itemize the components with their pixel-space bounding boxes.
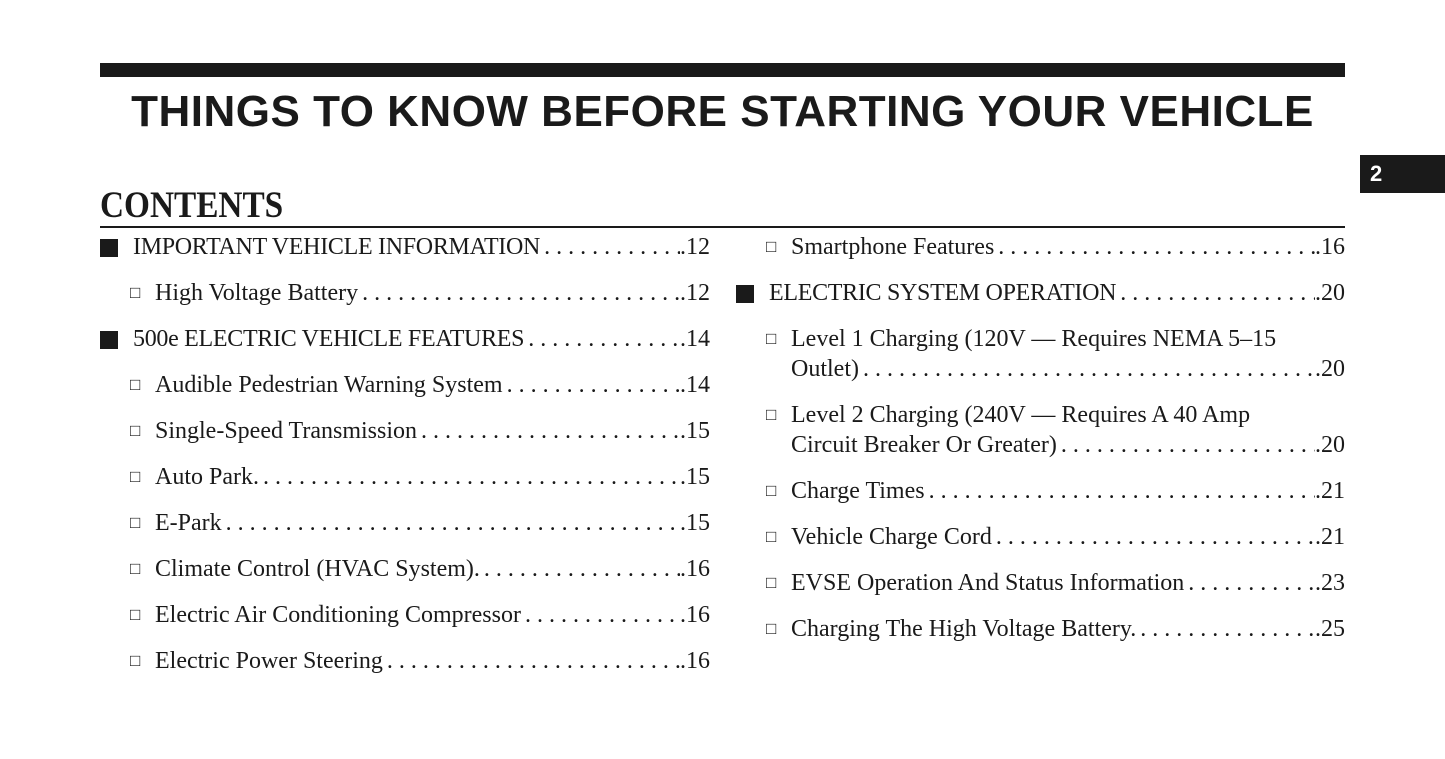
toc-page-number: .16	[680, 602, 710, 628]
dot-leader	[1184, 568, 1315, 598]
toc-subsection-entry[interactable]	[736, 568, 1345, 598]
toc-page-number: .20	[1315, 432, 1345, 458]
hollow-square-bullet-icon: □	[766, 481, 777, 500]
toc-subsection-entry[interactable]	[736, 476, 1345, 506]
toc-entry-label: Climate Control (HVAC System).	[155, 556, 480, 582]
toc-subsection-entry[interactable]	[100, 508, 710, 538]
dot-leader	[1116, 278, 1315, 308]
toc-entry-label: Electric Power Steering	[155, 648, 383, 674]
toc-subsection-entry[interactable]	[736, 400, 1345, 460]
toc-page-number: .20	[1315, 356, 1345, 382]
toc-entry-label: 500e ELECTRIC VEHICLE FEATURES	[133, 326, 525, 352]
dot-leader	[521, 600, 680, 630]
toc-entry-label: E-Park	[155, 510, 222, 536]
hollow-square-bullet-icon: □	[130, 467, 141, 486]
toc-section-entry[interactable]	[100, 324, 710, 354]
toc-page-number: .20	[1315, 280, 1345, 306]
dot-leader	[222, 508, 680, 538]
dot-leader	[1057, 430, 1315, 460]
toc-entry-label: Level 1 Charging (120V — Requires NEMA 5–15	[791, 326, 1277, 352]
toc-subsection-entry[interactable]	[100, 416, 710, 446]
toc-subsection-entry[interactable]	[736, 614, 1345, 644]
hollow-square-bullet-icon: □	[766, 573, 777, 592]
toc-page-number: .23	[1315, 570, 1345, 596]
toc-page-number: .16	[1315, 234, 1345, 260]
hollow-square-bullet-icon: □	[130, 605, 141, 624]
dot-leader	[259, 462, 680, 492]
dot-leader	[524, 324, 680, 354]
top-rule	[100, 63, 1345, 77]
chapter-title: THINGS TO KNOW BEFORE STARTING YOUR VEHICLE	[131, 87, 1314, 136]
toc-right-column	[736, 232, 1345, 660]
toc-page-number: .16	[680, 556, 710, 582]
toc-subsection-entry[interactable]	[100, 370, 710, 400]
toc-page-number: .14	[680, 372, 710, 398]
toc-entry-label: High Voltage Battery	[155, 280, 359, 306]
hollow-square-bullet-icon: □	[130, 421, 141, 440]
toc-entry-label: Charge Times	[791, 478, 925, 504]
contents-rule	[100, 226, 1345, 228]
dot-leader	[992, 522, 1315, 552]
contents-heading: CONTENTS	[100, 185, 284, 226]
toc-entry-label: ELECTRIC SYSTEM OPERATION	[769, 280, 1117, 306]
toc-entry-label: Outlet)	[791, 356, 859, 382]
toc-left-column	[100, 232, 710, 692]
hollow-square-bullet-icon: □	[130, 283, 141, 302]
toc-page-number: .25	[1315, 616, 1345, 642]
dot-leader	[358, 278, 680, 308]
dot-leader	[1136, 614, 1315, 644]
toc-entry-label: Audible Pedestrian Warning System	[155, 372, 503, 398]
toc-page-number: .14	[680, 326, 710, 352]
toc-entry-label: Auto Park.	[155, 464, 259, 490]
toc-subsection-entry[interactable]	[100, 278, 710, 308]
hollow-square-bullet-icon: □	[766, 527, 777, 546]
toc-page-number: .15	[680, 510, 710, 536]
toc-subsection-entry[interactable]	[100, 462, 710, 492]
hollow-square-bullet-icon: □	[766, 329, 777, 348]
toc-page-number: .12	[680, 234, 710, 260]
toc-entry-label: Level 2 Charging (240V — Requires A 40 Amp	[791, 402, 1251, 428]
chapter-tab-number: 2	[1370, 161, 1383, 186]
toc-page-number: .15	[680, 418, 710, 444]
dot-leader	[925, 476, 1315, 506]
chapter-tab	[1360, 155, 1445, 193]
toc-entry-label: Vehicle Charge Cord	[791, 524, 992, 550]
toc-entry-label: EVSE Operation And Status Information	[791, 570, 1185, 596]
hollow-square-bullet-icon: □	[766, 619, 777, 638]
toc-subsection-entry[interactable]	[736, 522, 1345, 552]
dot-leader	[859, 354, 1315, 384]
hollow-square-bullet-icon: □	[130, 559, 141, 578]
hollow-square-bullet-icon: □	[766, 405, 777, 424]
dot-leader	[994, 232, 1315, 262]
dot-leader	[503, 370, 680, 400]
dot-leader	[417, 416, 680, 446]
toc-page-number: .12	[680, 280, 710, 306]
toc-subsection-entry[interactable]	[100, 600, 710, 630]
toc-entry-label: Circuit Breaker Or Greater)	[791, 432, 1057, 458]
toc-subsection-entry[interactable]	[100, 554, 710, 584]
toc-entry-label: Charging The High Voltage Battery.	[791, 616, 1137, 642]
hollow-square-bullet-icon: □	[130, 375, 141, 394]
toc-entry-label: IMPORTANT VEHICLE INFORMATION	[133, 234, 541, 260]
dot-leader	[540, 232, 680, 262]
dot-leader	[383, 646, 680, 676]
hollow-square-bullet-icon: □	[766, 237, 777, 256]
dot-leader	[480, 554, 680, 584]
toc-section-entry[interactable]	[100, 232, 710, 262]
toc-entry-label: Electric Air Conditioning Compressor	[155, 602, 521, 628]
toc-page-number: .15	[680, 464, 710, 490]
toc-section-entry[interactable]	[736, 278, 1345, 308]
hollow-square-bullet-icon: □	[130, 651, 141, 670]
toc-subsection-entry[interactable]	[736, 324, 1345, 384]
hollow-square-bullet-icon: □	[130, 513, 141, 532]
toc-page-number: .21	[1315, 524, 1345, 550]
toc-subsection-entry[interactable]	[736, 232, 1345, 262]
toc-entry-label: Single-Speed Transmission	[155, 418, 418, 444]
toc-subsection-entry[interactable]	[100, 646, 710, 676]
toc-page-number: .21	[1315, 478, 1345, 504]
toc-page-number: .16	[680, 648, 710, 674]
toc-entry-label: Smartphone Features	[791, 234, 995, 260]
